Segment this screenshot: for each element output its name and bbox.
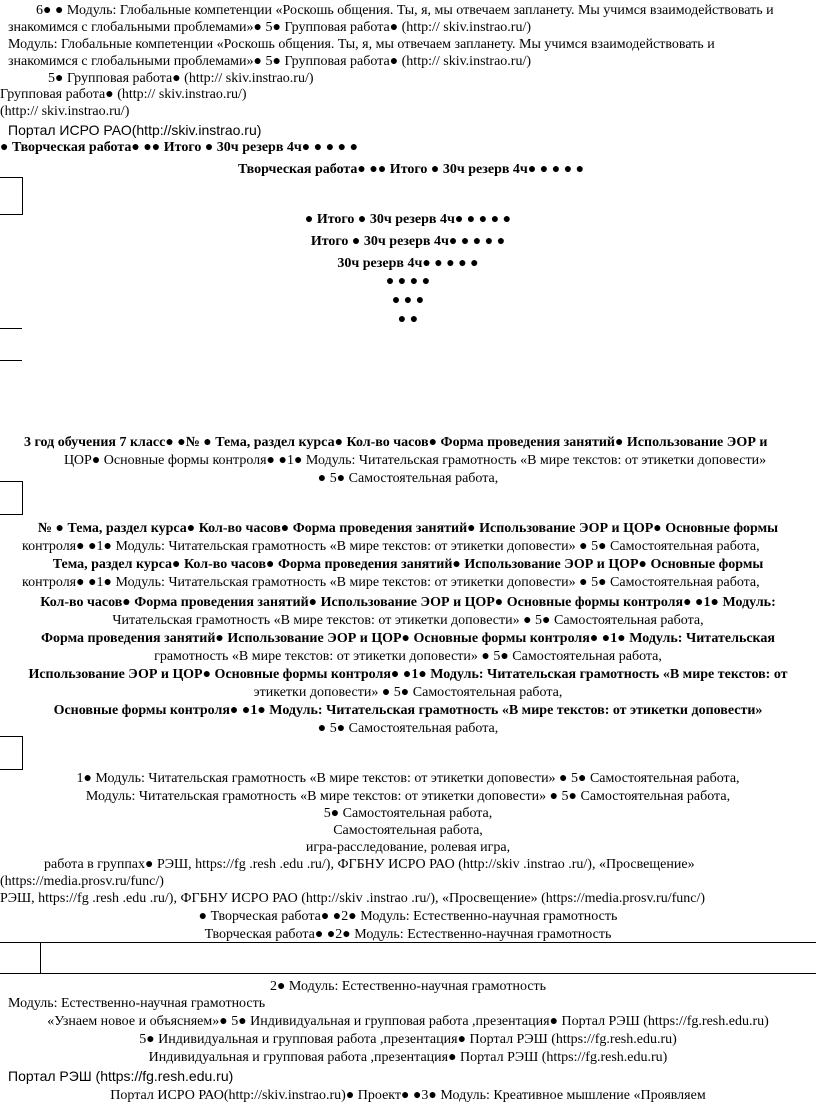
doc-line: ● 5● Самостоятельная работа, [317, 471, 499, 486]
doc-line: Модуль: Глобальные компетенции «Роскошь общения. Ты, я, мы отвечаем запланету. Мы учимся взаимодействовать и [8, 37, 715, 52]
doc-line: Портал ИСРО РАО(http://skiv.instrao.ru)● Проект● ●3● Модуль: Креативное мышление «Проявляем [110, 1088, 706, 1103]
doc-line: (http:// skiv.instrao.ru/) [0, 104, 130, 119]
doc-line: 30ч резерв 4ч● ● ● ● ● [337, 256, 479, 271]
doc-line: знакомимся с глобальными проблемами»● 5● Групповая работа● (http:// skiv.instrao.ru/) [8, 54, 532, 69]
doc-line: ● ● ● [391, 293, 425, 308]
doc-line: ● 5● Самостоятельная работа, [317, 721, 499, 736]
doc-line: игра-расследование, ролевая игра, [305, 840, 511, 855]
doc-line: ● ● ● ● [385, 274, 431, 289]
doc-line: Читательская грамотность «В мире текстов: от этикетки доповести» ● 5● Самостоятельная работа, [112, 613, 704, 628]
doc-line: ● Итого ● 30ч резерв 4ч● ● ● ● ● [304, 212, 512, 227]
doc-line: ЦОР● Основные формы контроля● ●1● Модуль: Читательская грамотность «В мире текстов: от этикетки доповести» [64, 453, 767, 468]
doc-line: ● ● [397, 312, 419, 327]
table-rule [0, 360, 22, 361]
doc-line: 5● Групповая работа● (http:// skiv.instrao.ru/) [48, 71, 314, 86]
doc-line: Форма проведения занятий● Использование ЭОР и ЦОР● Основные формы контроля● ●1● Модуль: Читательская [40, 631, 775, 646]
doc-line: (https://media.prosv.ru/func/) [0, 874, 164, 889]
doc-line: Тема, раздел курса● Кол-во часов● Форма проведения занятий● Использование ЭОР и ЦОР● Основные формы [52, 557, 764, 572]
doc-line: работа в группах● РЭШ, https://fg .resh .edu .ru/), ФГБНУ ИСРО РАО (http://skiv .instrao .ru/), «Просвещение» [44, 857, 695, 872]
doc-line: грамотность «В мире текстов: от этикетки доповести» ● 5● Самостоятельная работа, [154, 649, 662, 664]
doc-line: ● Творческая работа● ●● Итого ● 30ч резерв 4ч● ● ● ● ● [0, 140, 359, 155]
doc-line: этикетки доповести» ● 5● Самостоятельная работа, [253, 685, 563, 700]
doc-line: 5● Индивидуальная и групповая работа ,презентация● Портал РЭШ (https://fg.resh.edu.ru) [139, 1032, 677, 1047]
doc-line: 5● Самостоятельная работа, [323, 806, 493, 821]
table-rule [0, 973, 816, 974]
doc-line: Портал РЭШ (https://fg.resh.edu.ru) [8, 1068, 234, 1084]
doc-line: Использование ЭОР и ЦОР● Основные формы контроля● ●1● Модуль: Читательская грамотность «В мире текстов: от [28, 667, 788, 682]
doc-line: Групповая работа● (http:// skiv.instrao.ru/) [0, 87, 247, 102]
doc-line: контроля● ●1● Модуль: Читательская грамотность «В мире текстов: от этикетки доповести» ● 5● Самостоятельная работа, [22, 575, 760, 590]
doc-line: контроля● ●1● Модуль: Читательская грамотность «В мире текстов: от этикетки доповести» ● 5● Самостоятельная работа, [22, 539, 760, 554]
doc-line: Индивидуальная и групповая работа ,презентация● Портал РЭШ (https://fg.resh.edu.ru) [148, 1050, 668, 1065]
doc-line: ● Творческая работа● ●2● Модуль: Естественно-научная грамотность [198, 909, 618, 924]
doc-line: Творческая работа● ●● Итого ● 30ч резерв 4ч● ● ● ● ● [238, 162, 585, 177]
doc-line: 6● ● Модуль: Глобальные компетенции «Роскошь общения. Ты, я, мы отвечаем запланету. Мы учимся взаимодействовать и [36, 3, 774, 18]
doc-line: Творческая работа● ●2● Модуль: Естественно-научная грамотность [204, 927, 612, 942]
doc-line: Портал ИСРО РАО(http://skiv.instrao.ru) [8, 122, 262, 138]
doc-line: Основные формы контроля● ●1● Модуль: Читательская грамотность «В мире текстов: от этикетки доповести» [53, 703, 763, 718]
table-rule [40, 942, 41, 973]
doc-line: Итого ● 30ч резерв 4ч● ● ● ● ● [310, 234, 506, 249]
doc-line: РЭШ, https://fg .resh .edu .ru/), ФГБНУ ИСРО РАО (http://skiv .instrao .ru/), «Просвещение» (https://media.prosv.ru/func/) [0, 891, 706, 906]
doc-line: Самостоятельная работа, [333, 823, 483, 838]
doc-line: Модуль: Читательская грамотность «В мире текстов: от этикетки доповести» ● 5● Самостоятельная работа, [85, 789, 731, 804]
doc-line: Кол-во часов● Форма проведения занятий● Использование ЭОР и ЦОР● Основные формы контроля● ●1● Модуль: [40, 595, 776, 610]
doc-line: № ● Тема, раздел курса● Кол-во часов● Форма проведения занятий● Использование ЭОР и ЦОР● Основные формы [37, 521, 779, 536]
doc-line: 1● Модуль: Читательская грамотность «В мире текстов: от этикетки доповести» ● 5● Самостоятельная работа, [76, 771, 740, 786]
table-cell-border [0, 736, 23, 770]
doc-line: Модуль: Естественно-научная грамотность [8, 996, 266, 1011]
doc-line: «Узнаем новое и объясняем»● 5● Индивидуальная и групповая работа ,презентация● Портал РЭШ (https://fg.resh.edu.ru) [47, 1014, 769, 1029]
doc-line: 3 год обучения 7 класс● ●№ ● Тема, раздел курса● Кол-во часов● Форма проведения занятий● Использование ЭОР и [24, 435, 768, 450]
table-rule [0, 328, 22, 329]
doc-line: знакомимся с глобальными проблемами»● 5● Групповая работа● (http:// skiv.instrao.ru/) [8, 20, 532, 35]
table-cell-border [0, 177, 23, 215]
doc-line: 2● Модуль: Естественно-научная грамотность [269, 979, 547, 994]
